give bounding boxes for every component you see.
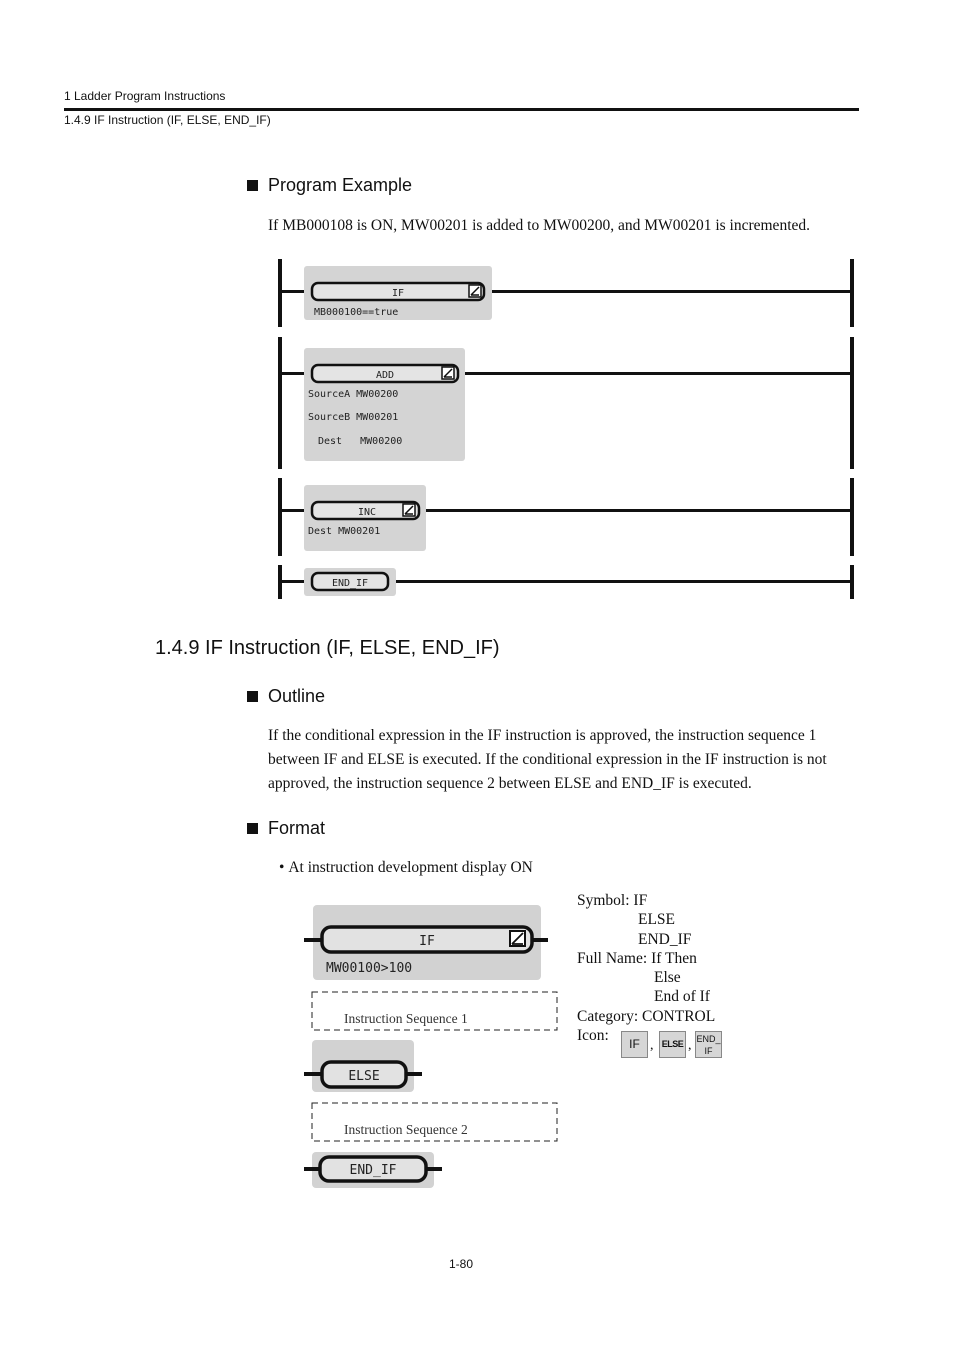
ladder-add-dest: Dest MW00200 [318, 436, 403, 447]
spec-symbol-3: END_IF [638, 930, 692, 948]
format-bullet-text: At instruction development display ON [288, 859, 533, 876]
outline-heading-text: Outline [268, 686, 326, 706]
square-bullet-icon [247, 691, 258, 702]
ladder-add-source-b: SourceB MW00201 [308, 412, 399, 423]
ladder-if-label: IF [391, 288, 405, 299]
spec-icon-label: Icon: [577, 1027, 609, 1045]
endif-icon-line1: END_ [696, 1034, 721, 1044]
square-bullet-icon [247, 180, 258, 191]
section-title: 1.4.9 IF Instruction (IF, ELSE, END_IF) [155, 637, 500, 659]
header-rule [64, 108, 859, 111]
spec-symbol-2: ELSE [638, 911, 676, 929]
bullet-dot-icon: • [279, 859, 289, 876]
spec-fullname-1: If Then [651, 949, 697, 967]
spec-category: CONTROL [642, 1007, 716, 1025]
else-toolbar-icon: ELSE [659, 1031, 686, 1058]
program-example-heading-text: Program Example [268, 175, 413, 195]
program-example-heading [247, 175, 412, 196]
format-seq2: Instruction Sequence 2 [344, 1122, 468, 1137]
format-heading-text: Format [268, 818, 326, 838]
ladder-if-condition: MB000100==true [314, 307, 399, 318]
ladder-inc-label: INC [357, 507, 377, 518]
endif-icon-line2: IF [704, 1046, 713, 1056]
rung-endif [278, 565, 854, 599]
ladder-diagram [270, 255, 865, 605]
ladder-add-label: ADD [375, 370, 395, 381]
icon-separator: , [688, 1038, 692, 1053]
format-heading [247, 818, 325, 839]
format-spec [577, 891, 757, 1045]
square-bullet-icon [247, 823, 258, 834]
icon-separator: , [650, 1038, 654, 1053]
format-bullet [279, 856, 869, 880]
rung-add [278, 337, 854, 469]
spec-fullname-2: Else [654, 969, 681, 987]
ladder-add-source-a: SourceA MW00200 [308, 389, 399, 400]
format-if-label: IF [419, 934, 435, 949]
header-section: 1.4.9 IF Instruction (IF, ELSE, END_IF) [64, 113, 271, 127]
spec-category-label: Category: [577, 1007, 639, 1025]
page-number: 1-80 [449, 1257, 474, 1271]
format-seq1: Instruction Sequence 1 [344, 1011, 468, 1026]
format-if-condition: MW00100>100 [326, 961, 413, 976]
endif-toolbar-icon [695, 1031, 722, 1058]
format-endif-label: END_IF [349, 1163, 397, 1178]
spec-fullname-3: End of If [654, 988, 710, 1006]
ladder-inc-dest: Dest MW00201 [308, 526, 381, 537]
outline-heading [247, 686, 325, 707]
spec-symbol-1: IF [633, 892, 648, 909]
format-diagram [300, 900, 565, 1195]
header-chapter: 1 Ladder Program Instructions [64, 89, 226, 103]
rung-if [278, 259, 854, 327]
rung-inc [278, 478, 854, 556]
if-toolbar-icon: IF [621, 1031, 648, 1058]
spec-symbol-label: Symbol: [577, 892, 630, 909]
program-example-description: If MB000108 is ON, MW00201 is added to MW00200, and MW00201 is incremented. [268, 217, 811, 234]
ladder-endif-label: END_IF [331, 578, 369, 589]
format-else-label: ELSE [348, 1069, 380, 1084]
spec-fullname-label: Full Name: [577, 949, 648, 967]
outline-text: If the conditional expression in the IF instruction is approved, the instruction sequence 1 between IF and ELSE is executed. If the conditional expression in the IF instruction is not approved, the instruction sequence 2 between ELSE and END_IF is executed. [268, 727, 827, 792]
